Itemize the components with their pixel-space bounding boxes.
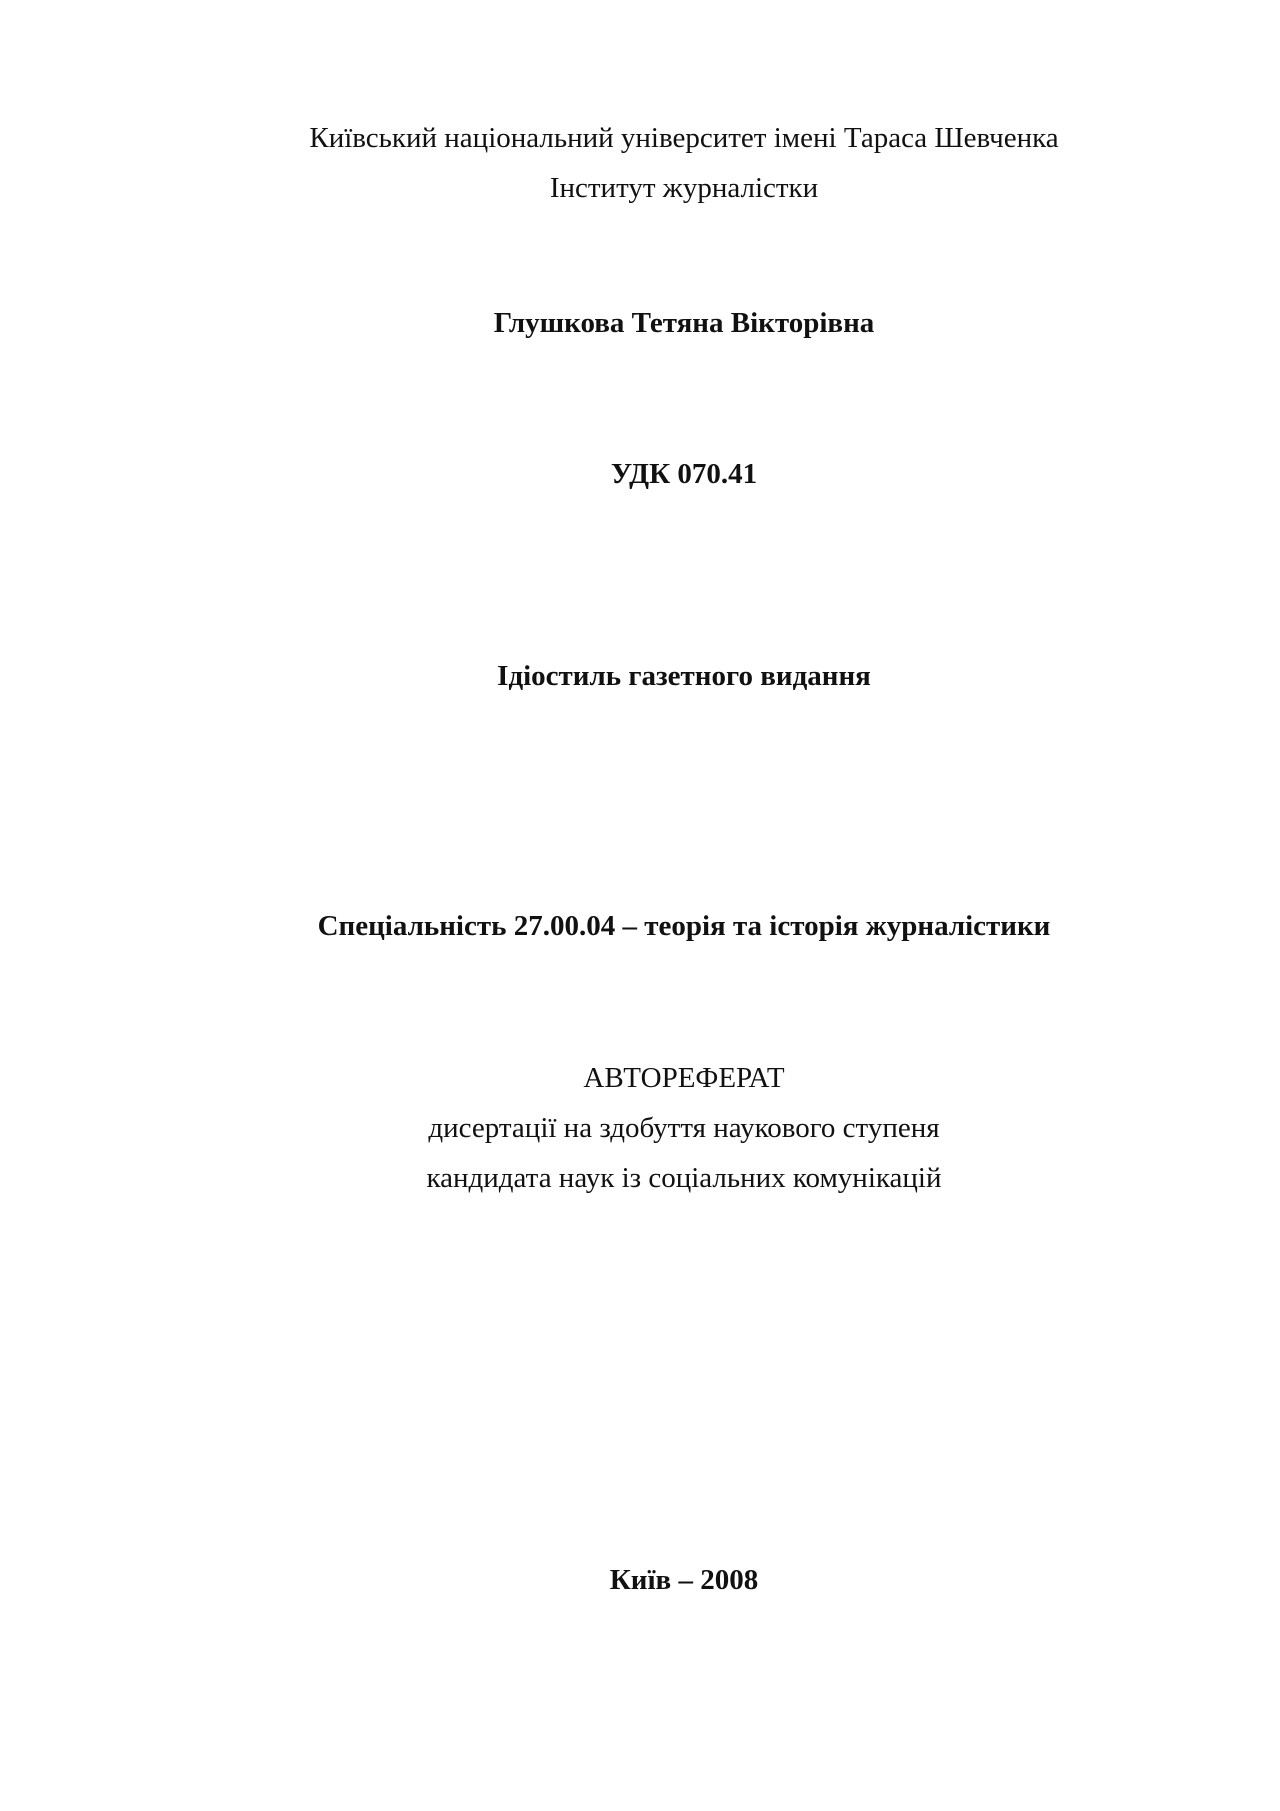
document-type-label: АВТОРЕФЕРАТ: [583, 1062, 785, 1094]
place-and-year: Київ – 2008: [609, 1564, 759, 1596]
author-name: Глушкова Тетяна Вікторівна: [493, 307, 875, 339]
document-purpose-line-1: дисертації на здобуття наукового ступеня: [428, 1112, 940, 1144]
institute-name: Інститут журналістки: [549, 172, 819, 204]
udc-code: УДК 070.41: [610, 458, 758, 490]
specialty-line: Спеціальність 27.00.04 – теорія та історія журналістики: [317, 910, 1051, 942]
document-title: Ідіостиль газетного видання: [497, 660, 871, 692]
university-name: Київський національний університет імені Тараса Шевченка: [309, 122, 1059, 154]
document-purpose-line-2: кандидата наук із соціальних комунікацій: [426, 1162, 942, 1194]
